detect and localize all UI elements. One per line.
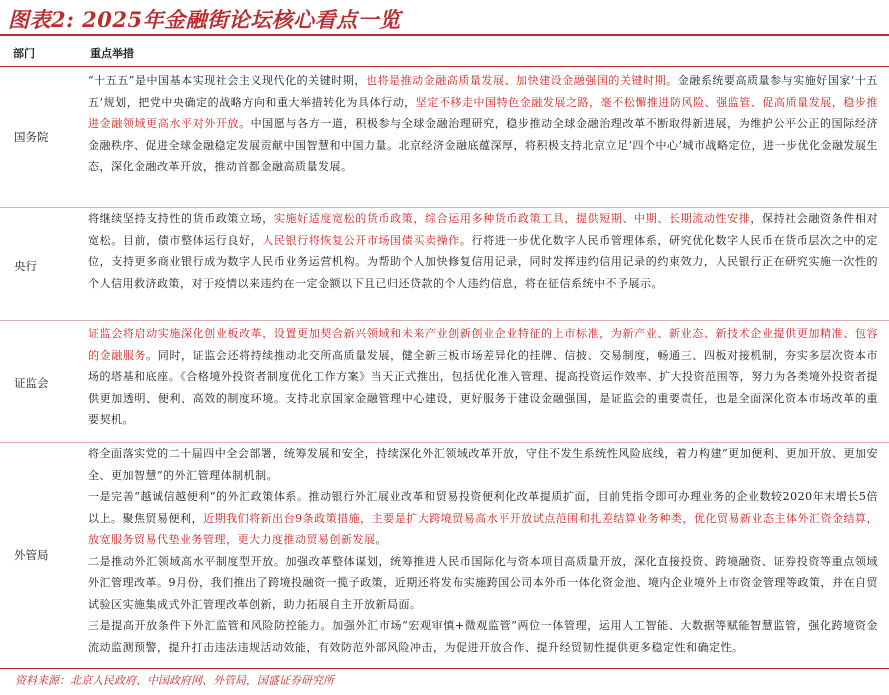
table-header: [0, 38, 889, 66]
highlighted-text: 坚定不移走中国特色金融发展之路，毫不松懈推进防风险、强监管、促高质量发展，稳步推进金融领域更高水平对外开放: [88, 95, 878, 130]
body-text: 。同时，证监会还将持续推动北交所高质量发展，健全新三板市场差异化的挂牌、信披、交易制度，畅通三、四板对接机制，夯实多层次资本市场的塔基和底座。《合格境外投资者制度优化工作方案》当天正式推出，包括优化准入管理、提高投资运作效率、扩大投资范围等，努力为各类境外投资者提供更加透明、便利、高效的制度环境。支持北京国家金融管理中心建设，更好服务于建设金融强国，是证监会的重要责任，也是全面深化资本市场改革的重要契机。: [88, 348, 879, 426]
table-row-safe: [0, 443, 889, 667]
table-row-central-bank: [0, 208, 889, 320]
row-dept-label: 国务院: [14, 130, 49, 144]
content-paragraph: [88, 551, 878, 616]
body-text: 将继续坚持支持性的货币政策立场，: [88, 212, 274, 225]
body-text: 将全面落实党的二十届四中全会部署，统筹发展和安全，持续深化外汇领域改革开放，守住不发生系统性风险底线，着力构建“更加便利、更加开放、更加安全、更加智慧”的外汇管理体制机制。: [88, 447, 878, 482]
body-text: 三是提高开放条件下外汇监管和风险防控能力。加强外汇市场“宏观审慎+微观监管”两位一体管理，运用人工智能、大数据等赋能智慧监管，强化跨境资金流动监测预警，提升打击违法违规活动效能，有效防范外部风险冲击，为促进开放合作、提升经贸韧性提供更多稳定性和确定性。: [88, 619, 878, 654]
row-dept-label: 央行: [14, 259, 37, 273]
body-text: 一是完善“越诚信越便利”的外汇政策体系。推动银行外汇展业改革和贸易投资便利化改革提质扩面，目前凭指令即可办理业务的企业数较2020年末增长5倍以上。聚焦贸易便利，: [88, 490, 878, 525]
table-bottom-divider: [0, 668, 889, 669]
title-divider: [0, 34, 889, 36]
body-text: 二是推动外汇领域高水平制度型开放。加强改革整体谋划，统筹推进人民币国际化与资本项目高质量开放，深化直接投资、跨境融资、证券投资等重点领域外汇管理改革。9月份，我们推出了跨境投融资一揽子政策，近期还将发布实施跨国公司本外币一体化资金池、境内企业境外上市资金管理等政策，并在自贸试验区实施集成式外汇管理改革创新，助力拓展自主开放新局面。: [88, 554, 878, 611]
highlighted-text: 近期我们将新出台9条政策措施，主要是扩大跨境贸易高水平开放试点范围和扎差结算业务种类，优化贸易新业态主体外汇资金结算，放宽服务贸易代垫业务管理，更大力度推动贸易创新发展: [88, 511, 878, 546]
header-divider: [0, 66, 889, 67]
content-paragraph: [88, 443, 878, 486]
body-text: 。金融系统要高质量参与实施好国家‘十五五’规划，把党中央确定的战略方向和重大举措转化为具体行动，: [88, 74, 879, 109]
content-paragraph: [88, 486, 878, 551]
body-text: 。: [375, 533, 387, 546]
content-paragraph: [88, 615, 878, 658]
figure-title: 图表2: 2025年金融街论坛核心看点一览: [8, 7, 401, 32]
body-text: ，保持社会融资条件相对宽松。目前，债市整体运行良好，: [88, 212, 879, 247]
content-paragraph: [88, 323, 878, 431]
highlighted-text: 实施好适度宽松的货币政策，综合运用多种货币政策工具，提供短期、中期、长期流动性安排: [273, 212, 751, 225]
highlighted-text: 人民银行将恢复公开市场国债买卖操作: [262, 233, 460, 247]
content-paragraph: [88, 208, 878, 294]
content-paragraph: [88, 70, 878, 178]
row-dept-label: 证监会: [14, 376, 49, 390]
row-content: [88, 323, 878, 431]
table-row-state-council: [0, 68, 889, 207]
row-content: [88, 208, 878, 294]
source-note: 资料来源：北京人民政府、中国政府网、外管局，国盛证券研究所: [15, 674, 334, 687]
highlighted-text: 也将是推动金融高质量发展、加快建设金融强国的关键时期: [365, 74, 667, 87]
header-key-measures: 重点举措: [90, 47, 134, 60]
highlighted-text: 证监会将启动实施深化创业板改革，设置更加契合新兴领域和未来产业创新创业企业特征的上市标准，为新产业、新业态、新技术企业提供更加精准、包容的金融服务: [88, 327, 878, 362]
row-content: [88, 70, 878, 178]
body-text: 。行将进一步优化数字人民币管理体系，研究优化数字人民币在货币层次之中的定位，支持更多商业银行成为数字人民币业务运营机构。为帮助个人加快修复信用记录，同时发挥违约信用记录的约束效力，人民银行正在研究实施一次性的个人信用救济政策，对于疫情以来违约在一定金额以下且已归还贷款的个人违约信息，将在征信系统中不予展示。: [88, 233, 879, 290]
body-text: 。中国愿与各方一道，积极参与全球金融治理研究，稳步推动全球金融治理改革不断取得新进展，为维护公平公正的国际经济金融秩序、促进全球金融稳定发展贡献中国智慧和中国力量。北京经济金融底蕴深厚，将积极支持北京立足‘四个中心’城市战略定位，进一步优化金融发展生态，深化金融改革开放，推动首都金融高质量发展。: [88, 117, 879, 173]
header-dept: 部门: [13, 47, 35, 60]
table-row-csrc: [0, 321, 889, 442]
body-text: “十五五”是中国基本实现社会主义现代化的关键时期，: [88, 74, 366, 87]
row-dept-label: 外管局: [14, 548, 49, 562]
row-content: [88, 443, 878, 658]
